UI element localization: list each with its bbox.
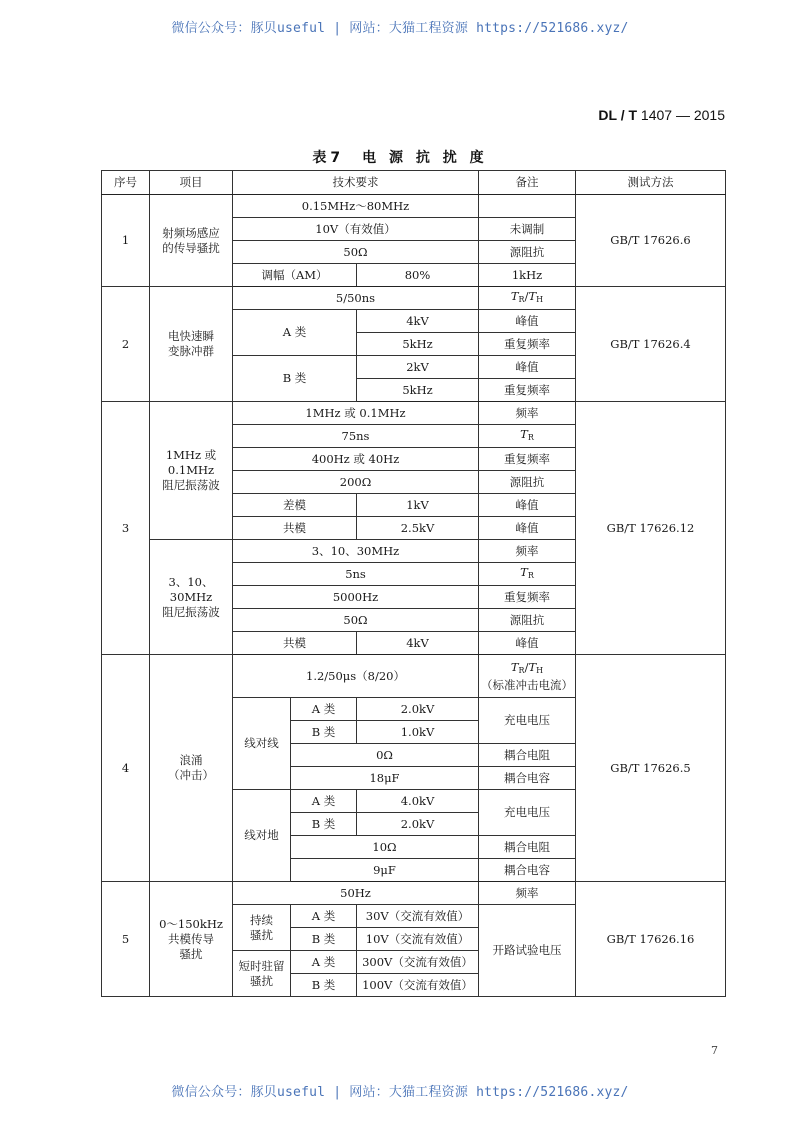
disturbance-label <box>233 905 291 951</box>
table-header-row <box>102 171 726 195</box>
note-cell: 重复频率 <box>479 586 576 609</box>
symbol: T <box>510 289 519 303</box>
req-value: 1.0kV <box>357 721 479 744</box>
note-cell: 源阻抗 <box>479 609 576 632</box>
col-header-notes: 备注 <box>479 171 576 195</box>
req-value: 4kV <box>357 310 479 333</box>
power-immunity-table <box>101 170 726 997</box>
item-line: 0.1MHz <box>167 463 215 477</box>
note-cell: 峰值 <box>479 632 576 655</box>
item-line: 阻尼振荡波 <box>162 604 220 619</box>
req-cell: 50Hz <box>233 882 479 905</box>
note-line <box>481 660 573 678</box>
symbol: T <box>520 427 528 441</box>
item-line: 阻尼振荡波 <box>162 478 220 492</box>
req-value: 2.0kV <box>357 698 479 721</box>
note-line: （标准冲击电流） <box>481 677 573 692</box>
item-line: 3、10、30MHz <box>168 574 214 604</box>
req-value: 2.0kV <box>357 813 479 836</box>
row-number: 4 <box>102 655 150 882</box>
req-value: 0Ω <box>291 744 479 767</box>
note-cell: 重复频率 <box>479 448 576 471</box>
req-value: 4kV <box>357 632 479 655</box>
note-cell: 开路试验电压 <box>479 905 576 997</box>
standard-prefix: DL / T <box>598 107 638 123</box>
note-cell: 源阻抗 <box>479 241 576 264</box>
note-cell <box>479 425 576 448</box>
row-number: 1 <box>102 195 150 287</box>
mode-label: 共模 <box>233 632 357 655</box>
note-cell: 源阻抗 <box>479 471 576 494</box>
note-cell: 频率 <box>479 402 576 425</box>
req-cell: 5ns <box>233 563 479 586</box>
table-row <box>102 195 726 218</box>
class-label: A 类 <box>291 790 357 813</box>
watermark-bottom: 微信公众号：豚贝useful | 网站：大猫工程资源 https://521686.xyz/ <box>171 1085 629 1100</box>
subscript: H <box>536 665 544 675</box>
test-method: GB/T 17626.16 <box>576 882 726 997</box>
row-number: 3 <box>102 402 150 655</box>
note-cell: 频率 <box>479 540 576 563</box>
note-cell: 峰值 <box>479 494 576 517</box>
row-item: 电快速瞬变脉冲群 <box>150 287 233 402</box>
col-header-requirements: 技术要求 <box>233 171 479 195</box>
item-line: 0～150kHz <box>159 916 223 931</box>
coupling-label: 线对线 <box>233 698 291 790</box>
note-cell: 1kHz <box>479 264 576 287</box>
note-cell: 重复频率 <box>479 333 576 356</box>
row-number: 2 <box>102 287 150 402</box>
note-cell <box>479 563 576 586</box>
subscript: R <box>527 433 534 442</box>
req-value: 9μF <box>291 859 479 882</box>
class-label: A 类 <box>291 905 357 928</box>
row-item <box>150 540 233 655</box>
table-row <box>102 655 726 698</box>
req-cell: 50Ω <box>233 609 479 632</box>
req-value: 1kV <box>357 494 479 517</box>
req-cell: 1MHz 或 0.1MHz <box>233 402 479 425</box>
coupling-label: 线对地 <box>233 790 291 882</box>
class-label: B 类 <box>291 813 357 836</box>
item-line: 骚扰 <box>179 946 203 961</box>
note-cell: 充电电压 <box>479 698 576 744</box>
mode-label: 差模 <box>233 494 357 517</box>
req-cell: 400Hz 或 40Hz <box>233 448 479 471</box>
table-row <box>102 882 726 905</box>
note-cell: 频率 <box>479 882 576 905</box>
row-item <box>150 402 233 540</box>
col-header-no: 序号 <box>102 171 150 195</box>
item-line: 共模传导 <box>168 931 214 946</box>
subscript: R <box>518 295 525 304</box>
req-value: 2kV <box>357 356 479 379</box>
class-label: A 类 <box>233 310 357 356</box>
label-line: 短时驻留 <box>238 958 285 973</box>
class-label: A 类 <box>291 698 357 721</box>
req-cell: 3、10、30MHz <box>233 540 479 563</box>
req-value: 80% <box>357 264 479 287</box>
req-value: 10V（交流有效值） <box>357 928 479 951</box>
req-cell: 1.2/50μs（8/20） <box>233 655 479 698</box>
req-cell: 75ns <box>233 425 479 448</box>
class-label: B 类 <box>291 721 357 744</box>
item-line: 浪涌 <box>179 753 203 767</box>
note-cell <box>479 195 576 218</box>
note-cell: 耦合电容 <box>479 767 576 790</box>
note-cell: 峰值 <box>479 356 576 379</box>
subscript: H <box>536 295 544 304</box>
test-method: GB/T 17626.5 <box>576 655 726 882</box>
req-value: 300V（交流有效值） <box>357 951 479 974</box>
note-cell: 充电电压 <box>479 790 576 836</box>
slash: / <box>524 659 529 674</box>
label-line: 持续 <box>250 912 273 927</box>
symbol: T <box>528 659 537 674</box>
col-header-method: 测试方法 <box>576 171 726 195</box>
item-line: 1MHz 或 <box>165 448 217 462</box>
class-label: B 类 <box>291 928 357 951</box>
standard-code <box>598 107 725 123</box>
standard-number: 1407 — 2015 <box>640 107 725 123</box>
slash: / <box>524 289 529 303</box>
class-label: B 类 <box>233 356 357 402</box>
req-value: 5kHz <box>357 379 479 402</box>
subscript: R <box>518 665 525 675</box>
note-cell <box>479 655 576 698</box>
class-label: A 类 <box>291 951 357 974</box>
req-label: 调幅（AM） <box>233 264 357 287</box>
note-cell: 耦合电阻 <box>479 744 576 767</box>
test-method: GB/T 17626.6 <box>576 195 726 287</box>
col-header-item: 项目 <box>150 171 233 195</box>
req-value: 30V（交流有效值） <box>357 905 479 928</box>
note-cell: 未调制 <box>479 218 576 241</box>
class-label: B 类 <box>291 974 357 997</box>
req-value: 2.5kV <box>357 517 479 540</box>
label-line: 骚扰 <box>250 927 273 942</box>
req-value: 4.0kV <box>357 790 479 813</box>
req-value: 18μF <box>291 767 479 790</box>
disturbance-label <box>233 951 291 997</box>
test-method: GB/T 17626.12 <box>576 402 726 655</box>
row-item: 射频场感应的传导骚扰 <box>150 195 233 287</box>
note-cell: 峰值 <box>479 517 576 540</box>
subscript: R <box>527 571 534 580</box>
req-value: 10Ω <box>291 836 479 859</box>
note-cell: 峰值 <box>479 310 576 333</box>
watermark-top: 微信公众号：豚贝useful | 网站：大猫工程资源 https://521686.xyz/ <box>171 21 629 36</box>
row-item <box>150 882 233 997</box>
req-cell: 0.15MHz～80MHz <box>233 195 479 218</box>
mode-label: 共模 <box>233 517 357 540</box>
label-line: 骚扰 <box>250 973 273 988</box>
symbol: T <box>510 659 519 674</box>
table-row <box>102 402 726 425</box>
note-cell: 耦合电阻 <box>479 836 576 859</box>
table-title: 表7 电 源 抗 扰 度 <box>312 150 488 166</box>
page-number: 7 <box>711 1044 718 1057</box>
row-number: 5 <box>102 882 150 997</box>
req-cell: 10V（有效值） <box>233 218 479 241</box>
req-value: 100V（交流有效值） <box>357 974 479 997</box>
row-item <box>150 655 233 882</box>
table-row <box>102 287 726 310</box>
symbol: T <box>520 565 528 579</box>
note-cell: 重复频率 <box>479 379 576 402</box>
req-cell: 200Ω <box>233 471 479 494</box>
req-cell: 5/50ns <box>233 287 479 310</box>
test-method: GB/T 17626.4 <box>576 287 726 402</box>
note-cell: 耦合电容 <box>479 859 576 882</box>
req-cell: 5000Hz <box>233 586 479 609</box>
note-cell <box>479 287 576 310</box>
req-cell: 50Ω <box>233 241 479 264</box>
item-line: （冲击） <box>168 768 214 782</box>
req-value: 5kHz <box>357 333 479 356</box>
symbol: T <box>528 289 537 303</box>
